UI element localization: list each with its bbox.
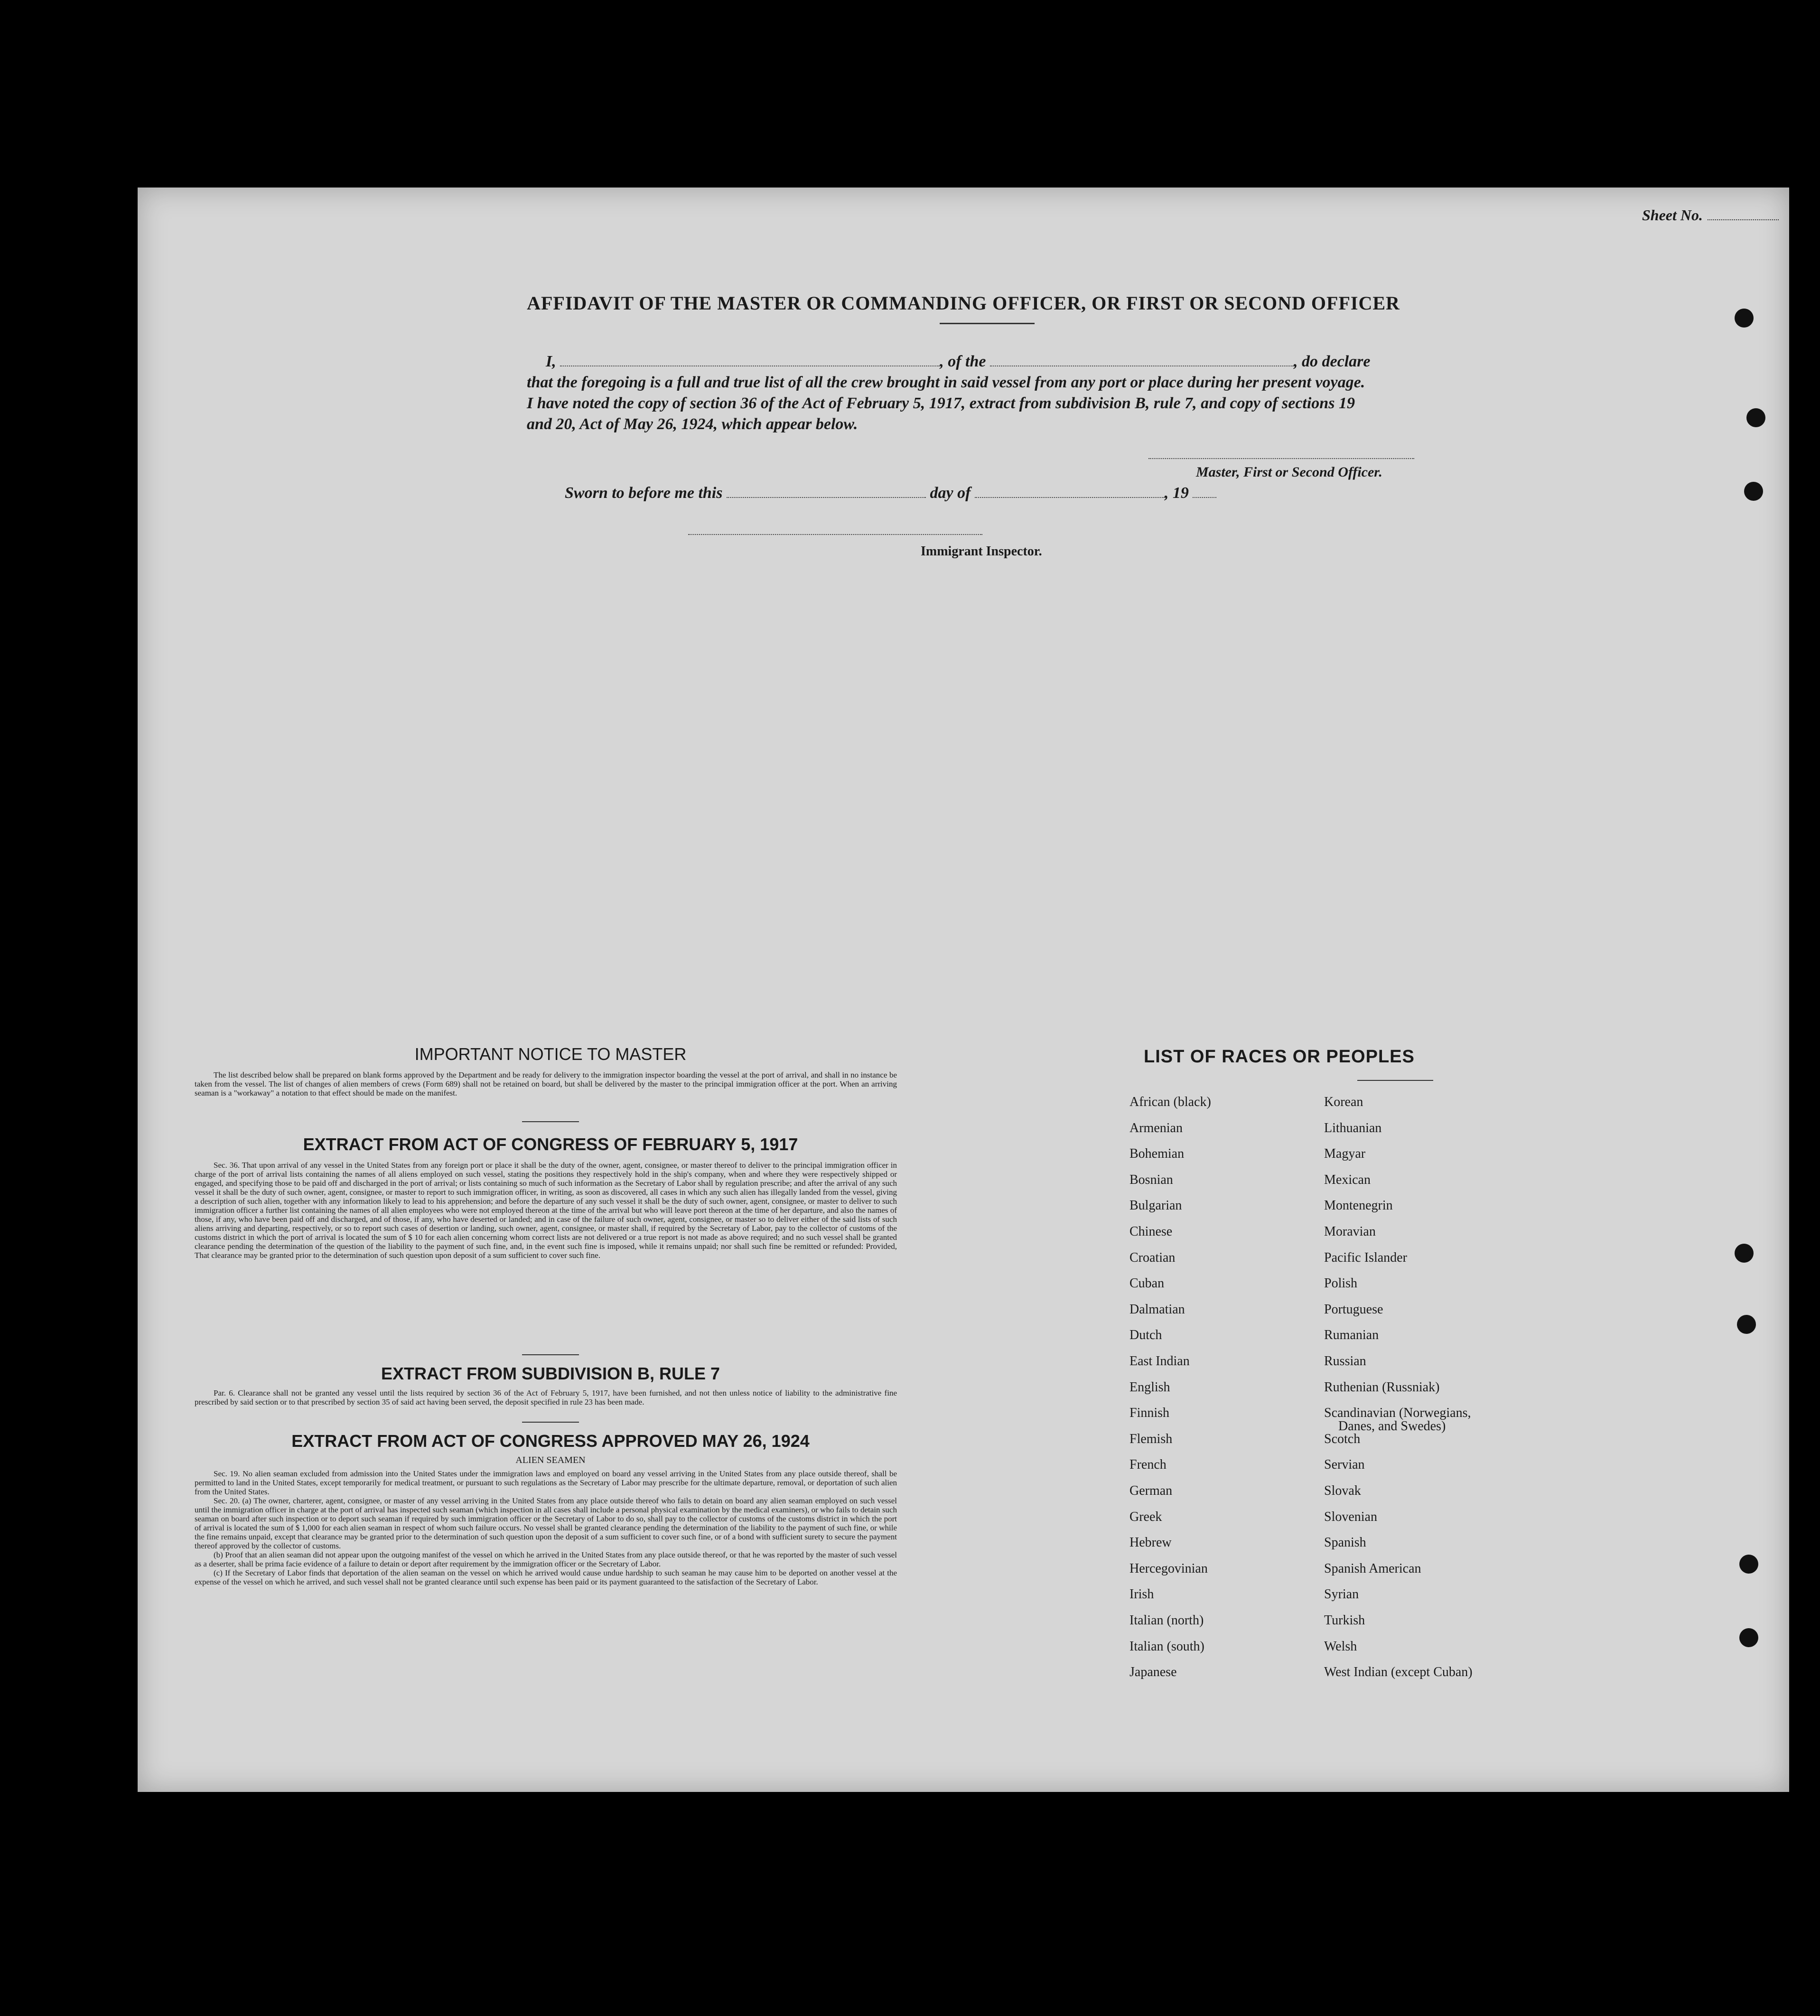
race-item: English [1129, 1379, 1170, 1395]
race-item: Turkish [1324, 1613, 1365, 1628]
inspector-signature-line[interactable] [688, 534, 982, 535]
race-item: Bohemian [1129, 1146, 1185, 1162]
race-item: Welsh [1324, 1639, 1357, 1654]
sheet-number [1642, 206, 1779, 224]
race-item: Scandinavian (Norwegians, [1324, 1406, 1471, 1421]
race-item: East Indian [1129, 1354, 1190, 1369]
year-label: , 19 [1164, 484, 1189, 502]
affidavit-line-4: and 20, Act of May 26, 1924, which appear below. [527, 415, 858, 433]
race-item: Russian [1324, 1354, 1366, 1369]
race-item: Dalmatian [1129, 1302, 1185, 1317]
binder-hole [1739, 1628, 1758, 1647]
sworn-line [565, 483, 1372, 504]
sworn-label: Sworn to before me this [565, 484, 723, 502]
sworn-month-field[interactable] [975, 485, 1165, 498]
binder-hole [1737, 1315, 1756, 1334]
extract-rule7-title: EXTRACT FROM SUBDIVISION B, RULE 7 [381, 1364, 720, 1383]
extract-rule7-paragraph: Par. 6. Clearance shall not be granted any vessel until the lists required by section 36 of the Act of February 5, 1917, have been furnished, and not then unless notice of liability to the administrative fine prescribed by said section or to that prescribed by section 35 of said act having been served, the deposit specified in rule 23 has been made. [195, 1388, 897, 1407]
sheet-number-field[interactable] [1708, 219, 1779, 220]
binder-hole [1739, 1555, 1758, 1574]
race-item: Bulgarian [1129, 1198, 1182, 1213]
race-item: West Indian (except Cuban) [1324, 1665, 1473, 1680]
extract-1924-sec20a: Sec. 20. (a) The owner, charterer, agent, consignee, or master of any vessel arriving in the United States from any place outside thereof who fails to detain on board any alien seaman employed on such vessel until the immigration officer in charge at the port of arrival has inspected such seaman (which inspection in all cases shall include a personal physical examination by the medical examiners), or who fails to detain such seaman on board after such inspection or to deport such seaman if required by such immigration officer or the Secretary of Labor to do so, shall pay to the collector of customs of the customs district in which the port of arrival is located the sum of $ 1,000 for each alien seaman in respect of whom such failure occurs. No vessel shall be granted clearance pending the determination of the liability to the payment of such fine, or while the fine remains unpaid, except that clearance may be granted prior to the determination of such question upon the deposit of a sum sufficient to cover such fine, or of a bond with sufficient surety to secure the payment thereof approved by the collector of customs. [195, 1496, 897, 1550]
notice-title: IMPORTANT NOTICE TO MASTER [414, 1044, 687, 1064]
extract-1917-text [195, 1161, 897, 1260]
race-item: Greek [1129, 1509, 1162, 1524]
race-item: Spanish [1324, 1535, 1366, 1550]
binder-hole [1735, 309, 1754, 328]
notice-text [195, 1070, 897, 1097]
race-item: Rumanian [1324, 1328, 1379, 1343]
race-item: Dutch [1129, 1328, 1162, 1343]
race-item: Bosnian [1129, 1172, 1173, 1187]
inspector-label: Immigrant Inspector. [921, 544, 1042, 559]
binder-hole [1746, 408, 1765, 427]
race-item: Polish [1324, 1276, 1358, 1291]
race-item: Scotch [1324, 1431, 1361, 1446]
race-item: Pacific Islander [1324, 1250, 1407, 1265]
race-item: Syrian [1324, 1587, 1359, 1602]
race-item: Chinese [1129, 1224, 1173, 1239]
race-item: Hebrew [1129, 1535, 1172, 1550]
affidavit-line-3: I have noted the copy of section 36 of the Act of February 5, 1917, extract from subdivision B, rule 7, and copy of sections 19 [527, 394, 1355, 412]
affidavit-body [527, 351, 1595, 435]
extract-1924-subtitle: ALIEN SEAMEN [515, 1455, 586, 1465]
divider [522, 1121, 579, 1122]
race-item: French [1129, 1457, 1167, 1472]
races-title: LIST OF RACES OR PEOPLES [1144, 1047, 1415, 1067]
race-item: Lithuanian [1324, 1120, 1382, 1135]
affidavit-title: AFFIDAVIT OF THE MASTER OR COMMANDING OFFICER, OR FIRST OR SECOND OFFICER [527, 292, 1400, 314]
race-item: Danes, and Swedes) [1338, 1419, 1446, 1434]
race-item: Mexican [1324, 1172, 1371, 1187]
extract-1924-sec20c: (c) If the Secretary of Labor finds that deportation of the alien seaman on the vessel on which he arrived would cause undue hardship to such seaman he may cause him to be deported on another vessel at the expense of the vessel on which he arrived, and such vessel shall not be granted clearance until such expense has been paid or its payment guaranteed to the satisfaction of the Secretary of Labor. [195, 1568, 897, 1586]
name-field[interactable] [560, 353, 940, 366]
race-item: Spanish American [1324, 1561, 1421, 1576]
master-label: Master, First or Second Officer. [1196, 464, 1382, 480]
sworn-day-field[interactable] [727, 485, 926, 498]
race-item: Croatian [1129, 1250, 1176, 1265]
notice-paragraph: The list described below shall be prepared on blank forms approved by the Department and be ready for delivery to the immigration inspector boarding the vessel at the port of arrival, and shall in no instance be taken from the vessel. The list of changes of alien members of crews (Form 689) shall not be retained on board, but shall be delivered by the master to the principal immigration officer at the port. When an arriving seaman is a "workaway" a notation to that effect should be made on the manifest. [195, 1070, 897, 1097]
race-item: Slovenian [1324, 1509, 1377, 1524]
sworn-year-field[interactable] [1193, 485, 1216, 498]
day-of-label: day of [930, 484, 971, 502]
race-item: Italian (south) [1129, 1639, 1204, 1654]
binder-hole [1744, 482, 1763, 501]
race-item: Slovak [1324, 1483, 1361, 1498]
affidavit-of: , of the [940, 353, 986, 370]
extract-rule7-text [195, 1388, 897, 1407]
race-item: Finnish [1129, 1406, 1170, 1421]
extract-1924-text [195, 1469, 897, 1586]
affidavit-i: I, [546, 353, 556, 370]
extract-1924-sec19: Sec. 19. No alien seaman excluded from admission into the United States under the immigration laws and employed on board any vessel arriving in the United States from any place outside thereof, shall be permitted to land in the United States, except temporarily for medical treatment, or pursuant to such regulations as the Secretary of Labor may prescribe for the ultimate departure, removal, or deportation of such alien from the United States. [195, 1469, 897, 1496]
vessel-field[interactable] [990, 353, 1294, 366]
extract-1924-sec20b: (b) Proof that an alien seaman did not appear upon the outgoing manifest of the vessel on which he arrived in the United States from any place outside thereof, or that he was reported by the master of such vessel as a deserter, shall be prima facie evidence of a failure to detain or deport after requirement by the immigration officer or the Secretary of Labor. [195, 1550, 897, 1568]
extract-1924-title: EXTRACT FROM ACT OF CONGRESS APPROVED MAY 26, 1924 [291, 1431, 810, 1451]
race-item: Irish [1129, 1587, 1154, 1602]
master-signature-line[interactable] [1148, 458, 1414, 459]
extract-1917-paragraph: Sec. 36. That upon arrival of any vessel in the United States from any foreign port or place it shall be the duty of the owner, agent, consignee, or master thereof to deliver to the principal immigration officer in charge of the port of arrival lists containing the names of all aliens employed on such vessel, stating the positions they respectively hold in the ship's company, when and where they were respectively shipped or engaged, and specifying those to be paid off and discharged in the port of arrival; or lists containing so much of such information as the Secretary of Labor shall by regulation prescribe; and after the arrival of any such vessel it shall be the duty of such owner, agent, consignee, or master to report to such immigration officer, in writing, as soon as discovered, all cases in which any such alien has illegally landed from the vessel, giving a description of such alien, together with any information likely to lead to his apprehension; and before the departure of any such vessel it shall be the duty of such owner, agent, consignee, or master to deliver to such immigration officer a further list containing the names of all alien employees who were not employed thereon at the time of the arrival but who will leave port thereon at the time of her departure, and also the names of those, if any, who have been paid off and discharged, and of those, if any, who have deserted or landed; and in case of the failure of such owner, agent, consignee, or master so to deliver either of the said lists of such aliens arriving and departing, respectively, or so to report such cases of desertion or landing, such owner, agent, consignee, or master shall, if required by the Secretary of Labor, pay to the collector of customs of the customs district in which the port of arrival is located the sum of $ 10 for each alien concerning whom correct lists are not delivered or a true report is not made as above required; and no such vessel shall be granted clearance pending the determination of the question of the liability to the payment of such fine, and, in the event such fine is imposed, while it remains unpaid; nor shall such fine be remitted or refunded: Provided, That clearance may be granted prior to the determination of such question upon deposit of a sum sufficient to cover such fine. [195, 1161, 897, 1260]
race-item: Servian [1324, 1457, 1365, 1472]
divider [940, 323, 1035, 324]
binder-hole [1735, 1244, 1754, 1263]
race-item: Cuban [1129, 1276, 1165, 1291]
race-item: Portuguese [1324, 1302, 1383, 1317]
race-item: African (black) [1129, 1095, 1211, 1109]
race-item: Hercegovinian [1129, 1561, 1208, 1576]
race-item: Japanese [1129, 1665, 1177, 1680]
race-item: German [1129, 1483, 1173, 1498]
divider [1357, 1080, 1433, 1081]
race-item: Flemish [1129, 1431, 1173, 1446]
race-item: Ruthenian (Russniak) [1324, 1379, 1440, 1395]
race-item: Korean [1324, 1095, 1363, 1109]
race-item: Montenegrin [1324, 1198, 1393, 1213]
form-sheet [138, 188, 1789, 1792]
affidavit-line-2: that the foregoing is a full and true list of all the crew brought in said vessel from any port or place during her present voyage. [527, 374, 1365, 391]
affidavit-declare: , do declare [1294, 353, 1371, 370]
divider [522, 1354, 579, 1355]
extract-1917-title: EXTRACT FROM ACT OF CONGRESS OF FEBRUARY 5, 1917 [303, 1135, 798, 1154]
affidavit-line-1 [546, 351, 1595, 372]
race-item: Magyar [1324, 1146, 1366, 1162]
race-item: Italian (north) [1129, 1613, 1204, 1628]
sheet-number-label: Sheet No. [1642, 206, 1703, 224]
divider [522, 1422, 579, 1423]
race-item: Armenian [1129, 1120, 1183, 1135]
race-item: Moravian [1324, 1224, 1376, 1239]
